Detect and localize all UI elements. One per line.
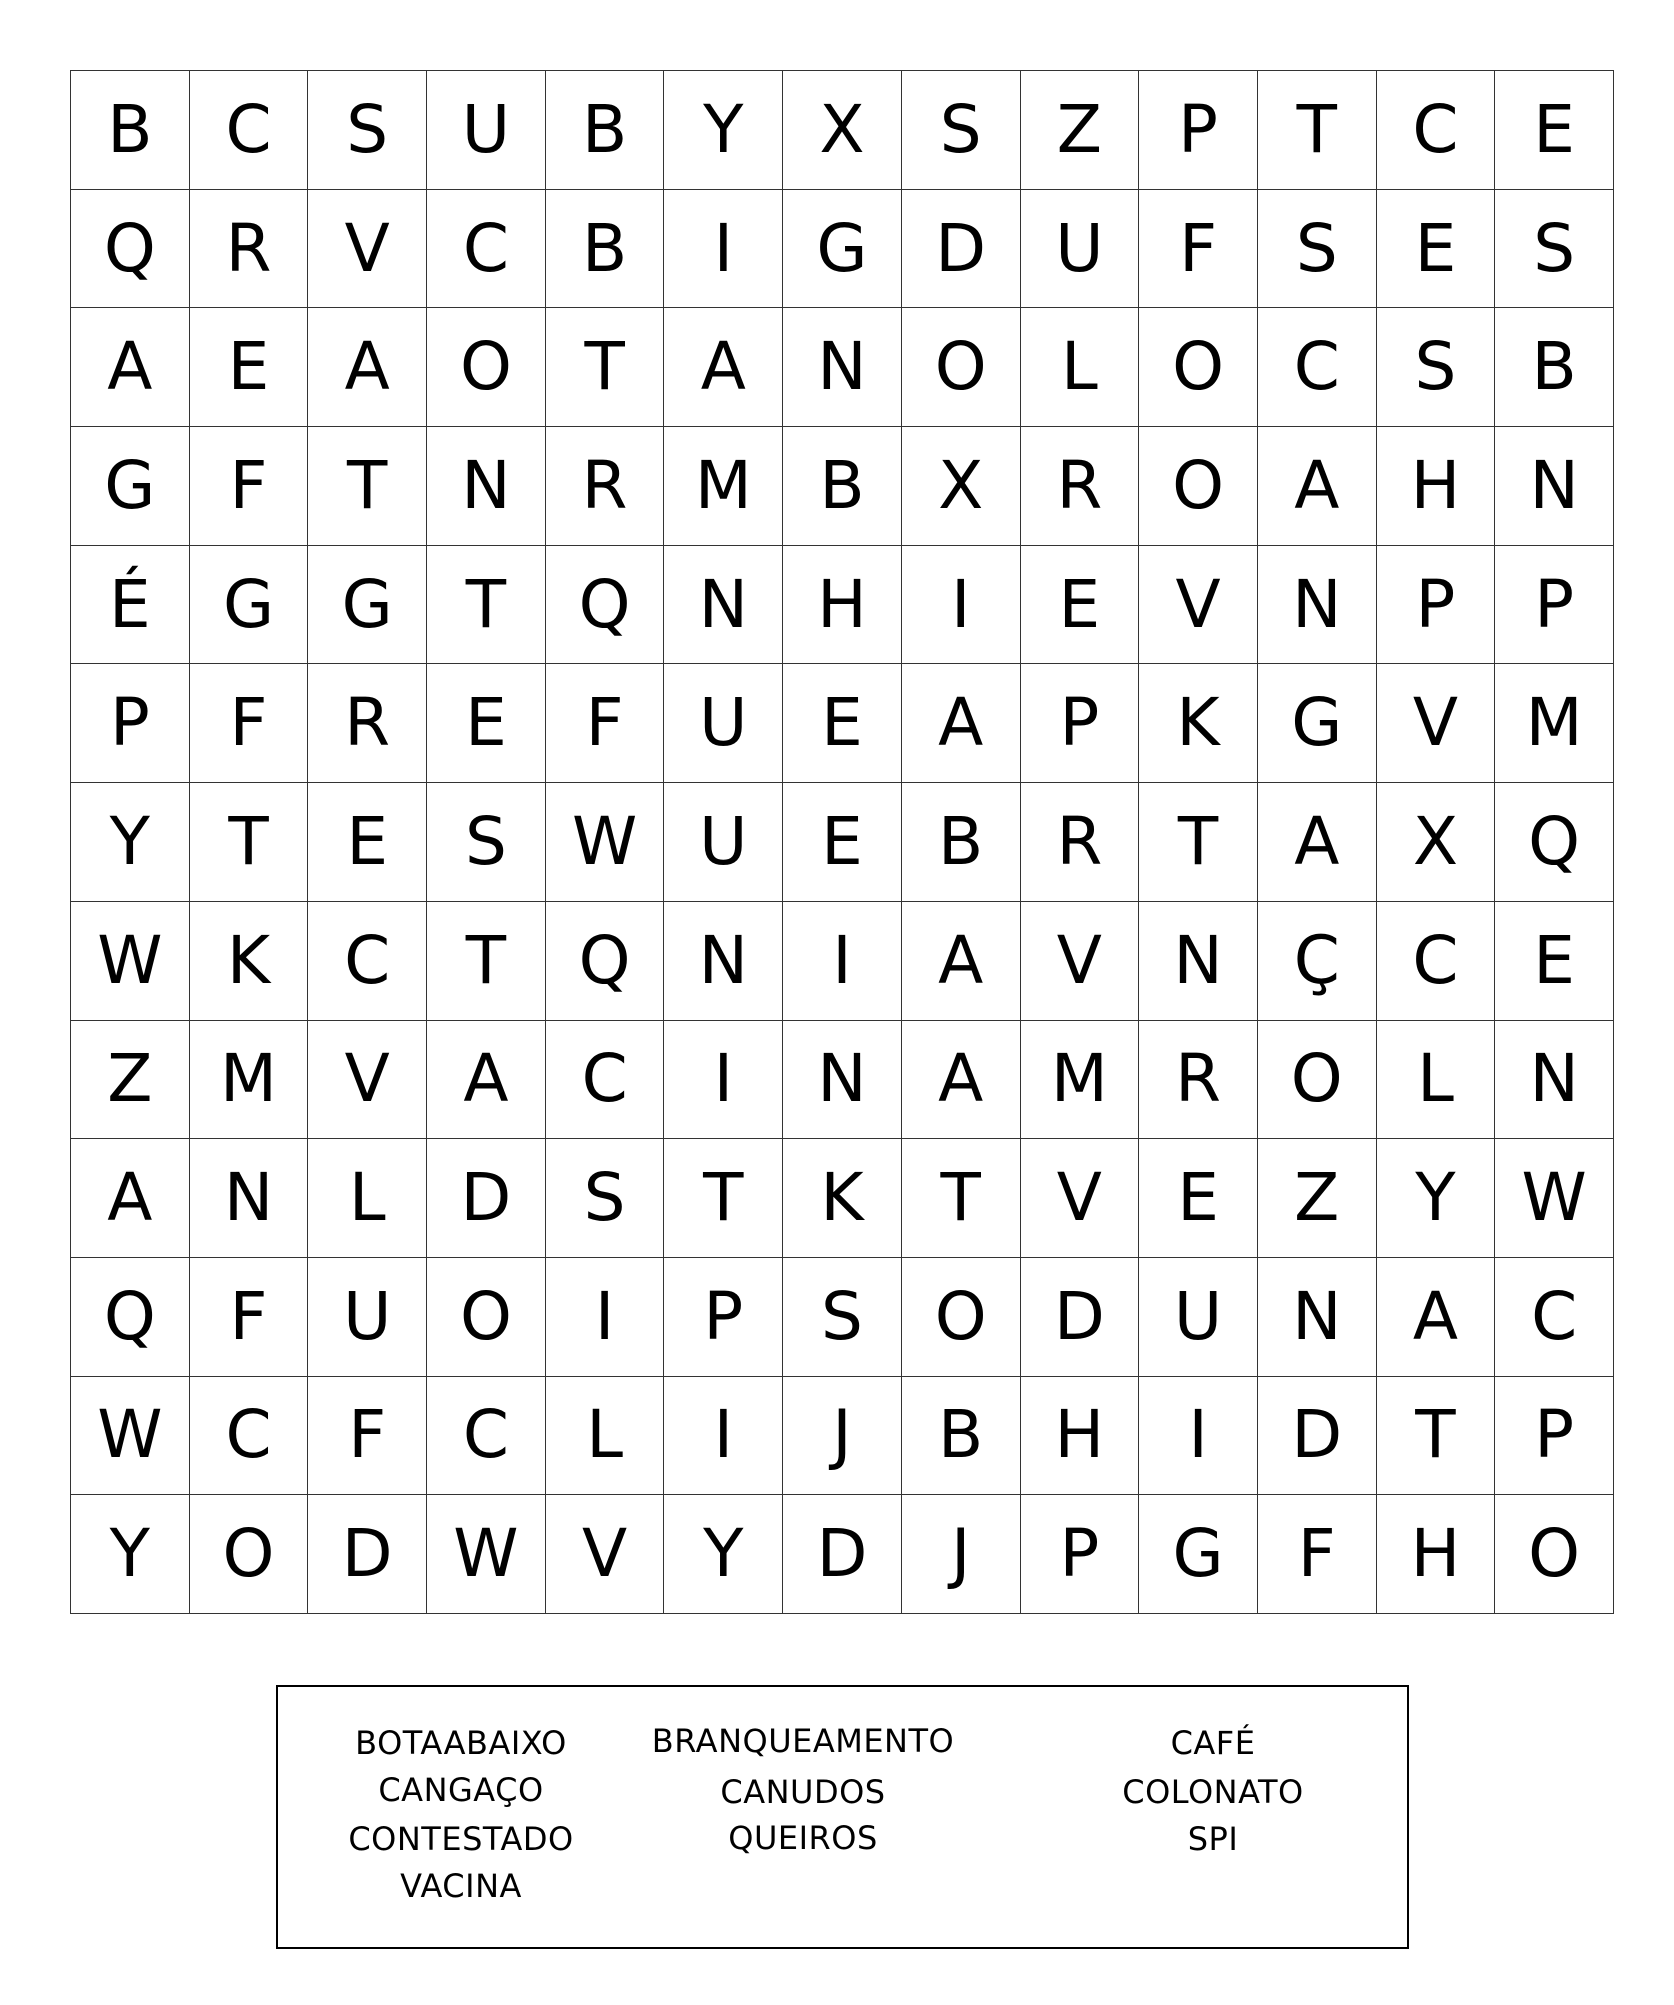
grid-cell-r13-c2[interactable]: O <box>190 1495 309 1614</box>
grid-cell-r7-c1[interactable]: Y <box>71 783 190 902</box>
grid-cell-r7-c13[interactable]: Q <box>1495 783 1614 902</box>
grid-cell-r2-c5[interactable]: B <box>546 190 665 309</box>
grid-cell-r5-c4[interactable]: T <box>427 546 546 665</box>
grid-cell-r2-c1[interactable]: Q <box>71 190 190 309</box>
grid-cell-r10-c1[interactable]: A <box>71 1139 190 1258</box>
grid-cell-r4-c5[interactable]: R <box>546 427 665 546</box>
grid-cell-r12-c8[interactable]: B <box>902 1377 1021 1496</box>
grid-cell-r5-c7[interactable]: H <box>783 546 902 665</box>
grid-cell-r11-c12[interactable]: A <box>1377 1258 1496 1377</box>
grid-cell-r5-c11[interactable]: N <box>1258 546 1377 665</box>
grid-cell-r13-c12[interactable]: H <box>1377 1495 1496 1614</box>
grid-cell-r10-c2[interactable]: N <box>190 1139 309 1258</box>
word-list-item: COLONATO <box>1122 1773 1304 1811</box>
grid-cell-r13-c13[interactable]: O <box>1495 1495 1614 1614</box>
grid-cell-r2-c7[interactable]: G <box>783 190 902 309</box>
grid-cell-r2-c8[interactable]: D <box>902 190 1021 309</box>
grid-cell-r9-c6[interactable]: I <box>664 1021 783 1140</box>
grid-cell-r1-c9[interactable]: Z <box>1021 71 1140 190</box>
grid-cell-r4-c8[interactable]: X <box>902 427 1021 546</box>
grid-cell-r8-c10[interactable]: N <box>1139 902 1258 1021</box>
grid-cell-r8-c12[interactable]: C <box>1377 902 1496 1021</box>
grid-cell-r10-c12[interactable]: Y <box>1377 1139 1496 1258</box>
grid-cell-r4-c7[interactable]: B <box>783 427 902 546</box>
grid-cell-r10-c11[interactable]: Z <box>1258 1139 1377 1258</box>
grid-cell-r1-c4[interactable]: U <box>427 71 546 190</box>
word-list-item: BRANQUEAMENTO <box>651 1722 955 1760</box>
grid-cell-r2-c10[interactable]: F <box>1139 190 1258 309</box>
grid-cell-r1-c8[interactable]: S <box>902 71 1021 190</box>
grid-cell-r10-c9[interactable]: V <box>1021 1139 1140 1258</box>
grid-cell-r1-c12[interactable]: C <box>1377 71 1496 190</box>
grid-cell-r11-c8[interactable]: O <box>902 1258 1021 1377</box>
grid-cell-r8-c7[interactable]: I <box>783 902 902 1021</box>
grid-cell-r12-c13[interactable]: P <box>1495 1377 1614 1496</box>
grid-cell-r3-c9[interactable]: L <box>1021 308 1140 427</box>
grid-cell-r8-c13[interactable]: E <box>1495 902 1614 1021</box>
grid-cell-r10-c13[interactable]: W <box>1495 1139 1614 1258</box>
grid-cell-r6-c7[interactable]: E <box>783 664 902 783</box>
grid-cell-r11-c10[interactable]: U <box>1139 1258 1258 1377</box>
grid-cell-r13-c4[interactable]: W <box>427 1495 546 1614</box>
grid-cell-r12-c9[interactable]: H <box>1021 1377 1140 1496</box>
grid-cell-r6-c13[interactable]: M <box>1495 664 1614 783</box>
word-list-box <box>276 1685 1409 1949</box>
grid-cell-r1-c3[interactable]: S <box>308 71 427 190</box>
grid-cell-r8-c5[interactable]: Q <box>546 902 665 1021</box>
grid-cell-r1-c6[interactable]: Y <box>664 71 783 190</box>
grid-cell-r11-c2[interactable]: F <box>190 1258 309 1377</box>
grid-cell-r1-c11[interactable]: T <box>1258 71 1377 190</box>
grid-cell-r3-c6[interactable]: A <box>664 308 783 427</box>
grid-cell-r4-c2[interactable]: F <box>190 427 309 546</box>
grid-cell-r6-c2[interactable]: F <box>190 664 309 783</box>
grid-cell-r3-c2[interactable]: E <box>190 308 309 427</box>
grid-cell-r12-c10[interactable]: I <box>1139 1377 1258 1496</box>
grid-cell-r5-c3[interactable]: G <box>308 546 427 665</box>
grid-cell-r6-c3[interactable]: R <box>308 664 427 783</box>
grid-cell-r7-c3[interactable]: E <box>308 783 427 902</box>
grid-cell-r7-c10[interactable]: T <box>1139 783 1258 902</box>
grid-cell-r5-c5[interactable]: Q <box>546 546 665 665</box>
grid-cell-r5-c13[interactable]: P <box>1495 546 1614 665</box>
grid-cell-r1-c2[interactable]: C <box>190 71 309 190</box>
grid-cell-r13-c9[interactable]: P <box>1021 1495 1140 1614</box>
grid-cell-r10-c10[interactable]: E <box>1139 1139 1258 1258</box>
grid-cell-r12-c2[interactable]: C <box>190 1377 309 1496</box>
grid-cell-r2-c4[interactable]: C <box>427 190 546 309</box>
grid-cell-r9-c8[interactable]: A <box>902 1021 1021 1140</box>
grid-cell-r9-c9[interactable]: M <box>1021 1021 1140 1140</box>
grid-cell-r7-c5[interactable]: W <box>546 783 665 902</box>
word-list-item: CONTESTADO <box>348 1820 574 1858</box>
word-list-item: QUEIROS <box>728 1819 878 1857</box>
grid-cell-r6-c5[interactable]: F <box>546 664 665 783</box>
grid-cell-r11-c3[interactable]: U <box>308 1258 427 1377</box>
word-list-item: BOTAABAIXO <box>355 1724 567 1762</box>
grid-cell-r9-c7[interactable]: N <box>783 1021 902 1140</box>
grid-cell-r4-c11[interactable]: A <box>1258 427 1377 546</box>
grid-cell-r6-c10[interactable]: K <box>1139 664 1258 783</box>
grid-cell-r12-c11[interactable]: D <box>1258 1377 1377 1496</box>
grid-cell-r5-c9[interactable]: E <box>1021 546 1140 665</box>
grid-cell-r13-c10[interactable]: G <box>1139 1495 1258 1614</box>
grid-cell-r2-c3[interactable]: V <box>308 190 427 309</box>
grid-cell-r2-c2[interactable]: R <box>190 190 309 309</box>
grid-cell-r7-c11[interactable]: A <box>1258 783 1377 902</box>
grid-cell-r4-c4[interactable]: N <box>427 427 546 546</box>
grid-cell-r9-c11[interactable]: O <box>1258 1021 1377 1140</box>
grid-cell-r7-c7[interactable]: E <box>783 783 902 902</box>
grid-cell-r9-c12[interactable]: L <box>1377 1021 1496 1140</box>
grid-cell-r11-c1[interactable]: Q <box>71 1258 190 1377</box>
grid-cell-r13-c8[interactable]: J <box>902 1495 1021 1614</box>
grid-cell-r7-c4[interactable]: S <box>427 783 546 902</box>
grid-cell-r13-c5[interactable]: V <box>546 1495 665 1614</box>
grid-cell-r13-c11[interactable]: F <box>1258 1495 1377 1614</box>
grid-cell-r8-c2[interactable]: K <box>190 902 309 1021</box>
grid-cell-r1-c10[interactable]: P <box>1139 71 1258 190</box>
grid-cell-r3-c4[interactable]: O <box>427 308 546 427</box>
grid-cell-r10-c5[interactable]: S <box>546 1139 665 1258</box>
grid-cell-r11-c13[interactable]: C <box>1495 1258 1614 1377</box>
grid-cell-r4-c6[interactable]: M <box>664 427 783 546</box>
grid-cell-r4-c9[interactable]: R <box>1021 427 1140 546</box>
word-search-grid <box>70 70 1614 1614</box>
grid-cell-r3-c11[interactable]: C <box>1258 308 1377 427</box>
grid-cell-r9-c10[interactable]: R <box>1139 1021 1258 1140</box>
grid-cell-r7-c12[interactable]: X <box>1377 783 1496 902</box>
grid-cell-r4-c13[interactable]: N <box>1495 427 1614 546</box>
grid-cell-r10-c7[interactable]: K <box>783 1139 902 1258</box>
grid-cell-r4-c3[interactable]: T <box>308 427 427 546</box>
grid-cell-r12-c1[interactable]: W <box>71 1377 190 1496</box>
grid-cell-r13-c6[interactable]: Y <box>664 1495 783 1614</box>
grid-cell-r5-c1[interactable]: É <box>71 546 190 665</box>
grid-cell-r11-c11[interactable]: N <box>1258 1258 1377 1377</box>
word-list-item: CAFÉ <box>1170 1724 1256 1762</box>
grid-cell-r6-c11[interactable]: G <box>1258 664 1377 783</box>
grid-cell-r3-c3[interactable]: A <box>308 308 427 427</box>
grid-cell-r13-c7[interactable]: D <box>783 1495 902 1614</box>
grid-cell-r9-c4[interactable]: A <box>427 1021 546 1140</box>
grid-cell-r9-c2[interactable]: M <box>190 1021 309 1140</box>
grid-cell-r4-c1[interactable]: G <box>71 427 190 546</box>
grid-cell-r9-c3[interactable]: V <box>308 1021 427 1140</box>
grid-cell-r1-c13[interactable]: E <box>1495 71 1614 190</box>
grid-cell-r10-c4[interactable]: D <box>427 1139 546 1258</box>
grid-cell-r8-c1[interactable]: W <box>71 902 190 1021</box>
grid-cell-r9-c13[interactable]: N <box>1495 1021 1614 1140</box>
grid-cell-r6-c4[interactable]: E <box>427 664 546 783</box>
grid-cell-r2-c11[interactable]: S <box>1258 190 1377 309</box>
grid-cell-r1-c1[interactable]: B <box>71 71 190 190</box>
grid-cell-r6-c12[interactable]: V <box>1377 664 1496 783</box>
word-list-item: CANGAÇO <box>378 1771 544 1809</box>
grid-cell-r7-c6[interactable]: U <box>664 783 783 902</box>
grid-cell-r9-c5[interactable]: C <box>546 1021 665 1140</box>
grid-cell-r5-c8[interactable]: I <box>902 546 1021 665</box>
grid-cell-r10-c6[interactable]: T <box>664 1139 783 1258</box>
grid-cell-r6-c6[interactable]: U <box>664 664 783 783</box>
grid-cell-r11-c4[interactable]: O <box>427 1258 546 1377</box>
grid-cell-r3-c12[interactable]: S <box>1377 308 1496 427</box>
grid-cell-r3-c1[interactable]: A <box>71 308 190 427</box>
grid-cell-r10-c8[interactable]: T <box>902 1139 1021 1258</box>
grid-cell-r12-c12[interactable]: T <box>1377 1377 1496 1496</box>
grid-cell-r10-c3[interactable]: L <box>308 1139 427 1258</box>
grid-cell-r5-c2[interactable]: G <box>190 546 309 665</box>
grid-cell-r3-c8[interactable]: O <box>902 308 1021 427</box>
grid-cell-r8-c8[interactable]: A <box>902 902 1021 1021</box>
grid-cell-r6-c9[interactable]: P <box>1021 664 1140 783</box>
grid-cell-r8-c11[interactable]: Ç <box>1258 902 1377 1021</box>
grid-cell-r2-c6[interactable]: I <box>664 190 783 309</box>
grid-cell-r12-c3[interactable]: F <box>308 1377 427 1496</box>
grid-cell-r12-c5[interactable]: L <box>546 1377 665 1496</box>
grid-cell-r11-c6[interactable]: P <box>664 1258 783 1377</box>
grid-cell-r12-c7[interactable]: J <box>783 1377 902 1496</box>
grid-cell-r11-c5[interactable]: I <box>546 1258 665 1377</box>
grid-cell-r13-c1[interactable]: Y <box>71 1495 190 1614</box>
grid-cell-r3-c5[interactable]: T <box>546 308 665 427</box>
grid-cell-r3-c13[interactable]: B <box>1495 308 1614 427</box>
word-list-item: VACINA <box>400 1867 522 1905</box>
grid-cell-r8-c6[interactable]: N <box>664 902 783 1021</box>
grid-cell-r7-c8[interactable]: B <box>902 783 1021 902</box>
grid-cell-r1-c5[interactable]: B <box>546 71 665 190</box>
grid-cell-r5-c6[interactable]: N <box>664 546 783 665</box>
grid-cell-r1-c7[interactable]: X <box>783 71 902 190</box>
grid-cell-r5-c12[interactable]: P <box>1377 546 1496 665</box>
grid-cell-r6-c1[interactable]: P <box>71 664 190 783</box>
grid-cell-r2-c13[interactable]: S <box>1495 190 1614 309</box>
grid-cell-r4-c12[interactable]: H <box>1377 427 1496 546</box>
grid-cell-r11-c7[interactable]: S <box>783 1258 902 1377</box>
grid-cell-r8-c3[interactable]: C <box>308 902 427 1021</box>
grid-cell-r3-c7[interactable]: N <box>783 308 902 427</box>
grid-cell-r5-c10[interactable]: V <box>1139 546 1258 665</box>
grid-cell-r2-c12[interactable]: E <box>1377 190 1496 309</box>
grid-cell-r12-c4[interactable]: C <box>427 1377 546 1496</box>
grid-cell-r9-c1[interactable]: Z <box>71 1021 190 1140</box>
word-list-item: CANUDOS <box>720 1773 886 1811</box>
grid-cell-r3-c10[interactable]: O <box>1139 308 1258 427</box>
grid-cell-r6-c8[interactable]: A <box>902 664 1021 783</box>
grid-cell-r8-c4[interactable]: T <box>427 902 546 1021</box>
word-list-item: SPI <box>1187 1820 1239 1858</box>
grid-cell-r8-c9[interactable]: V <box>1021 902 1140 1021</box>
grid-cell-r7-c9[interactable]: R <box>1021 783 1140 902</box>
grid-cell-r2-c9[interactable]: U <box>1021 190 1140 309</box>
grid-cell-r7-c2[interactable]: T <box>190 783 309 902</box>
grid-cell-r11-c9[interactable]: D <box>1021 1258 1140 1377</box>
grid-cell-r4-c10[interactable]: O <box>1139 427 1258 546</box>
grid-cell-r13-c3[interactable]: D <box>308 1495 427 1614</box>
grid-cell-r12-c6[interactable]: I <box>664 1377 783 1496</box>
